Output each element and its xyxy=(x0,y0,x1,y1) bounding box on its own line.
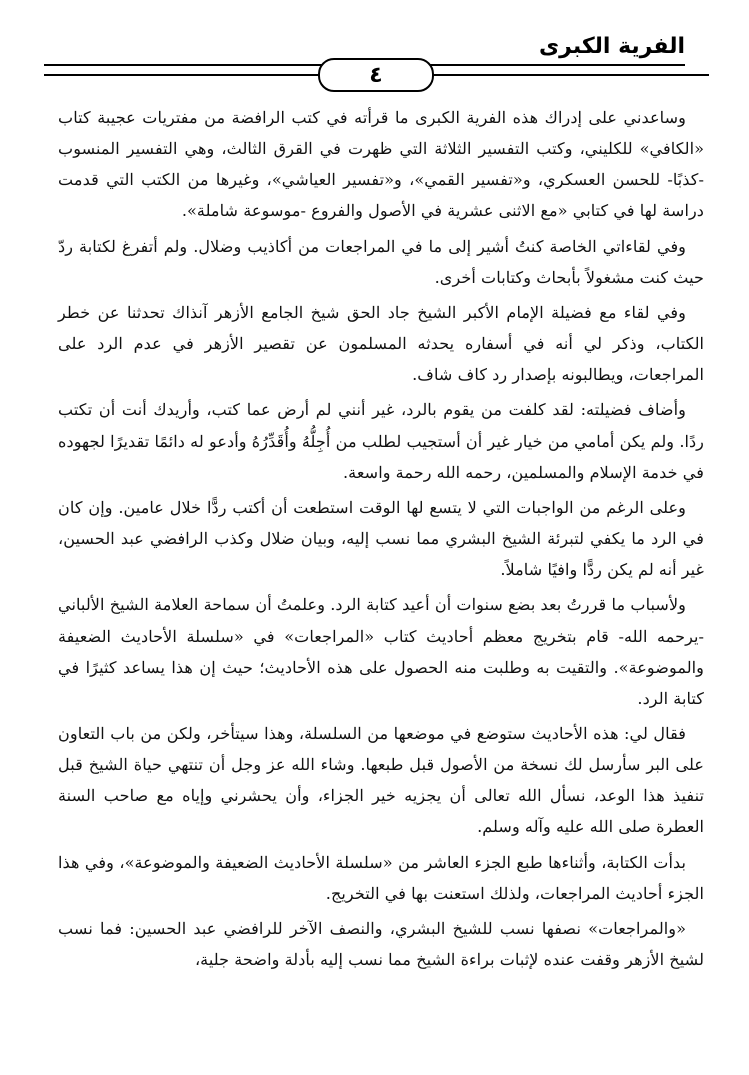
paragraph: وأضاف فضيلته: لقد كلفت من يقوم بالرد، غير أنني لم أرض عما كتب، وأريدك أنت أن تكتب ردًا. ولم يكن أمامي من خيار غير أن أستجيب لطلب من أُجِلُّهُ وأُقَدِّرُهُ وأدعو له دائمًا تقديرًا لجهوده في خدمة الإسلام والمسلمين، رحمه الله رحمة واسعة. xyxy=(58,400,704,482)
paragraph: فقال لي: هذه الأحاديث ستوضع في موضعها من السلسلة، وهذا سيتأخر، ولكن من باب التعاون على البر سأرسل لك نسخة من الأصول قبل طبعها. وشاء الله عز وجل أن تنتهي حياة الشيخ قبل تنفيذ هذا الوعد، نسأل الله تعالى أن يجزيه خير الجزاء، وأن يحشرني وإياه مع صاحب السنة العطرة صلى الله عليه وآله وسلم. xyxy=(58,723,704,837)
paragraph: وفي لقاءاتي الخاصة كنتُ أشير إلى ما في المراجعات من أكاذيب وضلال. ولم أتفرغ لكتابة ردّ حيث كنت مشغولاً بأبحاث وكتابات أخرى. xyxy=(58,236,704,287)
paragraph: بدأت الكتابة، وأثناءها طبع الجزء العاشر من «سلسلة الأحاديث الضعيفة والموضوعة»، وفي هذا الجزء أحاديث المراجعات، ولذلك استعنت بها في التخريج. xyxy=(58,852,704,903)
page-number-badge xyxy=(318,58,434,92)
paragraph: وساعدني على إدراك هذه الفرية الكبرى ما قرأته في كتب الرافضة من مفتريات عجيبة كتاب «الكافي» للكليني، وكتب التفسير الثلاثة التي ظهرت في القرق الثالث، وهي التفسير المنسوب -كذبًا- للحسن العسكري، و«تفسير القمي»، و«تفسير العياشي»، وغيرها من الكتب التي قدمت دراسة لها في كتابي «مع الاثنى عشرية في الأصول والفروع -موسوعة شاملة». xyxy=(58,108,704,221)
paragraph: وعلى الرغم من الواجبات التي لا يتسع لها الوقت استطعت أن أكتب ردًّا خلال عامين. وإن كان في الرد ما يكفي لتبرئة الشيخ البشري مما نسب إليه، وبيان ضلال وكذب الرافضي عبد الحسين، غير أنه لم يكن ردًّا وافيًا شاملاً. xyxy=(58,497,704,580)
body-text xyxy=(58,102,704,979)
page-number: ٤ xyxy=(369,62,383,88)
paragraph: «والمراجعات» نصفها نسب للشيخ البشري، والنصف الآخر للرافضي عبد الحسين: فما نسب لشيخ الأزهر وقفت عنده لإثبات براءة الشيخ مما نسب إليه بأدلة واضحة جلية، xyxy=(58,918,704,970)
paragraph: وفي لقاء مع فضيلة الإمام الأكبر الشيخ جاد الحق شيخ الجامع الأزهر آنذاك تحدثنا عن خطر الكتاب، وذكر لي أنه في أسفاره يحدثه المسلمون عن تقصير الأزهر في عدم الرد على المراجعات، ويطالبونه بإصدار رد كاف شاف. xyxy=(58,302,704,385)
running-header-title: الفرية الكبرى xyxy=(538,34,685,59)
paragraph: ولأسباب ما قررتُ بعد بضع سنوات أن أعيد كتابة الرد. وعلمتُ أن سماحة العلامة الشيخ الألباني -يرحمه الله- قام بتخريج معظم أحاديث كتاب «المراجعات» في «سلسلة الأحاديث الضعيفة والموضوعة». والتقيت به وطلبت منه الحصول على هذه الأحاديث؛ حيث إن هذا يساعد كثيرًا في كتابة الرد. xyxy=(58,595,704,708)
